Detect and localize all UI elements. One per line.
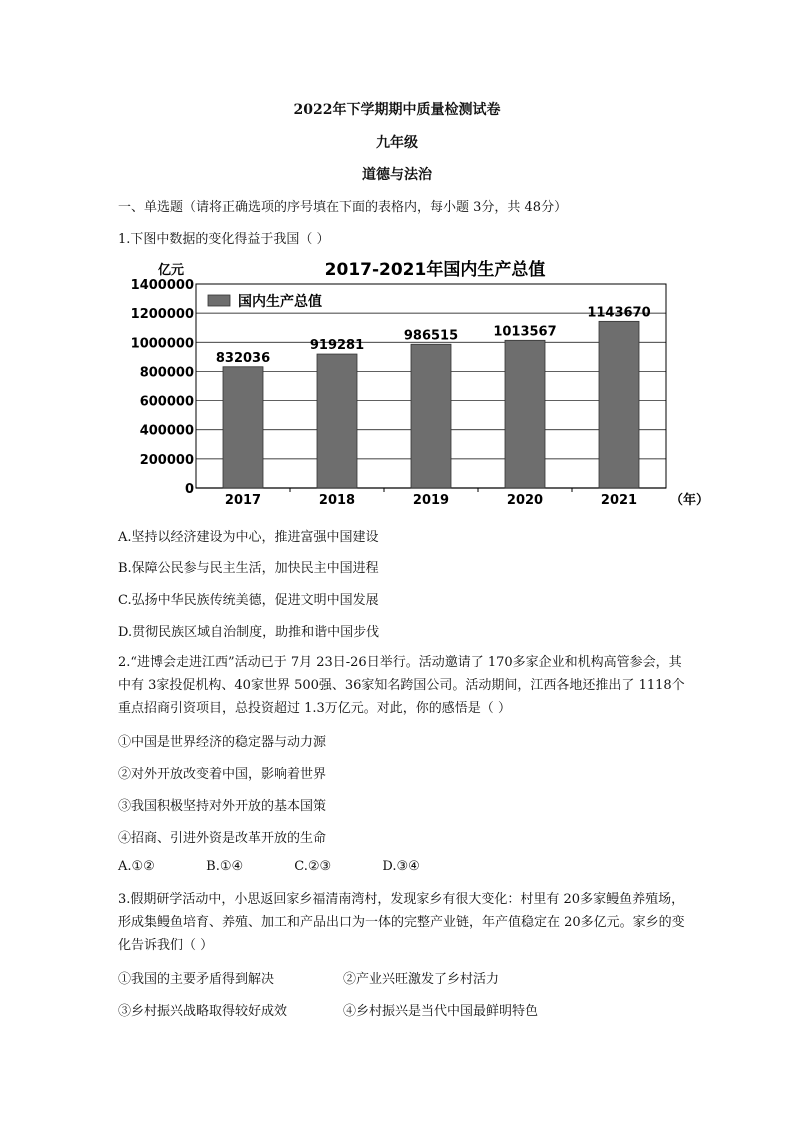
bar (317, 354, 357, 488)
q3-statement-3: ③乡村振兴战略取得较好成效 (118, 1004, 288, 1019)
exam-title: 2022年下学期期中质量检测试卷 (293, 102, 501, 118)
y-tick-label: 1000000 (130, 336, 194, 352)
x-tick-label: 2020 (506, 493, 544, 508)
question-3-stem: 3.假期研学活动中，小思返回家乡福清南湾村，发现家乡有很大变化：村里有 20多家鳗鱼养殖场，形成集鳗鱼培育、养殖、加工和产品出口为一体的完整产业链，年产值稳定在 20多亿元。家乡的变化告诉我们（ ） (118, 892, 685, 953)
q2-choice-a: A.①② (118, 859, 155, 874)
y-tick-label: 0 (184, 482, 194, 497)
grade-label: 九年级 (376, 135, 418, 151)
x-tick-label: 2021 (600, 493, 638, 508)
q2-statement-3: ③我国积极坚持对外开放的基本国策 (118, 799, 327, 814)
gdp-bar-chart (118, 252, 710, 514)
q2-choice-d: D.③④ (382, 859, 420, 874)
q1-option-d: D.贯彻民族区域自治制度，助推和谐中国步伐 (118, 625, 380, 640)
bar (599, 321, 639, 488)
q2-statement-2: ②对外开放改变着中国，影响着世界 (118, 767, 327, 782)
x-tick-label: 2018 (318, 493, 356, 508)
q2-choices (118, 859, 466, 874)
q1-option-b: B.保障公民参与民主生活，加快民主中国进程 (118, 561, 379, 576)
bar-value-label: 1013567 (493, 324, 557, 340)
bar-value-label: 919281 (309, 338, 365, 354)
q1-option-a: A.坚持以经济建设为中心，推进富强中国建设 (118, 530, 379, 545)
x-tick-label: 2017 (224, 493, 262, 508)
x-axis-label: （年） (670, 493, 710, 508)
y-tick-label: 800000 (139, 365, 194, 381)
q3-statement-1: ①我国的主要矛盾得到解决 (118, 972, 275, 987)
y-tick-label: 1400000 (130, 278, 194, 293)
question-2-stem: 2.“进博会走进江西”活动已于 7月 23日-26日举行。活动邀请了 170多家企业和机构高管参会，其中有 3家投促机构、40家世界 500强、36家知名跨国公司。活动期间，江西各地还推出了 1118个重点招商引资项目，总投资超过 1.3万亿元。对此，你的感悟是（ ） (118, 655, 685, 716)
legend-label: 国内生产总值 (238, 294, 322, 310)
y-axis-label: 亿元 (158, 263, 185, 278)
q2-statement-1: ①中国是世界经济的稳定器与动力源 (118, 735, 327, 750)
y-tick-label: 200000 (139, 452, 194, 468)
y-tick-label: 1200000 (130, 307, 194, 323)
subject-label: 道德与法治 (362, 167, 432, 183)
bar-value-label: 1143670 (587, 305, 651, 321)
bar (223, 367, 263, 488)
legend-swatch (208, 295, 230, 306)
y-tick-label: 600000 (139, 394, 194, 410)
q2-choice-c: C.②③ (294, 859, 332, 874)
bar (505, 340, 545, 488)
q3-statement-4: ④乡村振兴是当代中国最鲜明特色 (343, 1004, 539, 1019)
chart-title: 2017-2021年国内生产总值 (324, 260, 546, 280)
x-tick-label: 2019 (412, 493, 450, 508)
q2-choice-b: B.①④ (206, 859, 244, 874)
q3-statement-2: ②产业兴旺激发了乡村活力 (343, 972, 500, 987)
y-tick-label: 400000 (139, 423, 194, 439)
section-heading: 一、单选题（请将正确选项的序号填在下面的表格内，每小题 3分，共 48分） (118, 200, 568, 215)
question-1-stem: 1.下图中数据的变化得益于我国（ ） (118, 232, 330, 247)
bar (411, 344, 451, 488)
q1-option-c: C.弘扬中华民族传统美德，促进文明中国发展 (118, 593, 379, 608)
bar-value-label: 832036 (215, 350, 271, 366)
bar-value-label: 986515 (403, 328, 459, 344)
q2-statement-4: ④招商、引进外资是改革开放的生命 (118, 831, 327, 846)
